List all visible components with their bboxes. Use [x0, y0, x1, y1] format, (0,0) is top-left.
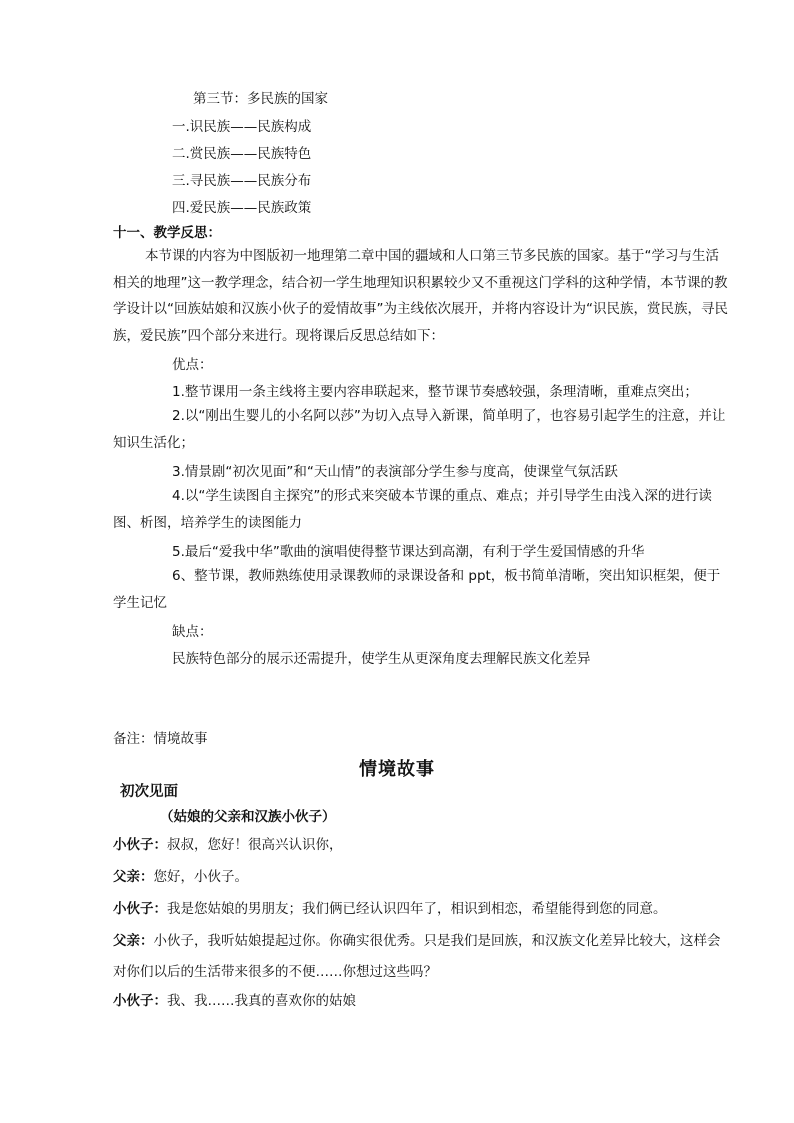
speaker: 父亲： [113, 869, 154, 885]
dialogue-line [113, 868, 248, 886]
pros-label: 优点： [172, 357, 213, 373]
speaker: 小伙子： [113, 993, 167, 1009]
dialogue-line [113, 836, 343, 854]
note: 备注：情境故事 [113, 731, 208, 747]
reflection-intro: 本节课的内容为中图版初一地理第二章中国的疆域和人口第三节多民族的国家。基于“学习与生活相关的地理”这一教学理念，结合初一学生地理知识积累较少又不重视这门学科的这种学情，本节课的教学设计以“回族姑娘和汉族小伙子的爱情故事”为主线依次展开，并将内容设计为“识民族，赏民族，寻民族，爱民族”四个部分来进行。现将课后反思总结如下： [113, 248, 728, 344]
section-title: 第三节：多民族的国家 [193, 91, 328, 107]
pros-item: 2.以“刚出生婴儿的小名阿以莎”为切入点导入新课，简单明了，也容易引起学生的注意，并让知识生活化； [113, 408, 726, 451]
speaker: 小伙子： [113, 901, 167, 917]
cons-label: 缺点： [172, 624, 213, 640]
dialogue-line [113, 900, 667, 918]
pros-item: 3.情景剧“初次见面”和“天山情”的表演部分学生参与度高，使课堂气氛活跃 [172, 464, 618, 480]
scene-title: 初次见面 [120, 784, 178, 800]
story-title: 情境故事 [359, 759, 435, 780]
dialogue-text: 我、我……我真的喜欢你的姑娘 [167, 993, 356, 1009]
outline-item: 三.寻民族——民族分布 [172, 173, 312, 189]
outline-item: 二.赏民族——民族特色 [172, 146, 312, 162]
pros-item: 6、整节课，教师熟练使用录课教师的录课设备和 ppt，板书简单清晰，突出知识框架，便于学生记忆 [113, 568, 721, 611]
outline-item: 四.爱民族——民族政策 [172, 200, 312, 216]
cons-item: 民族特色部分的展示还需提升，使学生从更深角度去理解民族文化差异 [172, 651, 591, 667]
dialogue-text: 我是您姑娘的男朋友；我们俩已经认识四年了，相识到相恋，希望能得到您的同意。 [167, 901, 667, 917]
dialogue-line [113, 992, 356, 1010]
scene-subtitle: （姑娘的父亲和汉族小伙子） [160, 809, 336, 825]
pros-item: 5.最后“爱我中华”歌曲的演唱使得整节课达到高潮，有利于学生爱国情感的升华 [172, 544, 645, 560]
reflection-heading: 十一、教学反思： [113, 225, 221, 241]
dialogue-text: 您好，小伙子。 [153, 869, 248, 885]
pros-item: 1.整节课用一条主线将主要内容串联起来，整节课节奏感较强，条理清晰，重难点突出； [172, 384, 698, 400]
dialogue-text: 叔叔，您好！很高兴认识你， [167, 837, 343, 853]
speaker: 小伙子： [113, 837, 167, 853]
dialogue-text: 小伙子，我听姑娘提起过你。你确实很优秀。只是我们是回族，和汉族文化差异比较大，这样会对你们以后的生活带来很多的不便……你想过这些吗？ [113, 933, 721, 980]
pros-item: 4.以“学生读图自主探究”的形式来突破本节课的重点、难点；并引导学生由浅入深的进行读图、析图，培养学生的读图能力 [113, 488, 712, 531]
dialogue-line [113, 926, 729, 988]
outline-item: 一.识民族——民族构成 [172, 119, 312, 135]
speaker: 父亲： [113, 933, 154, 949]
